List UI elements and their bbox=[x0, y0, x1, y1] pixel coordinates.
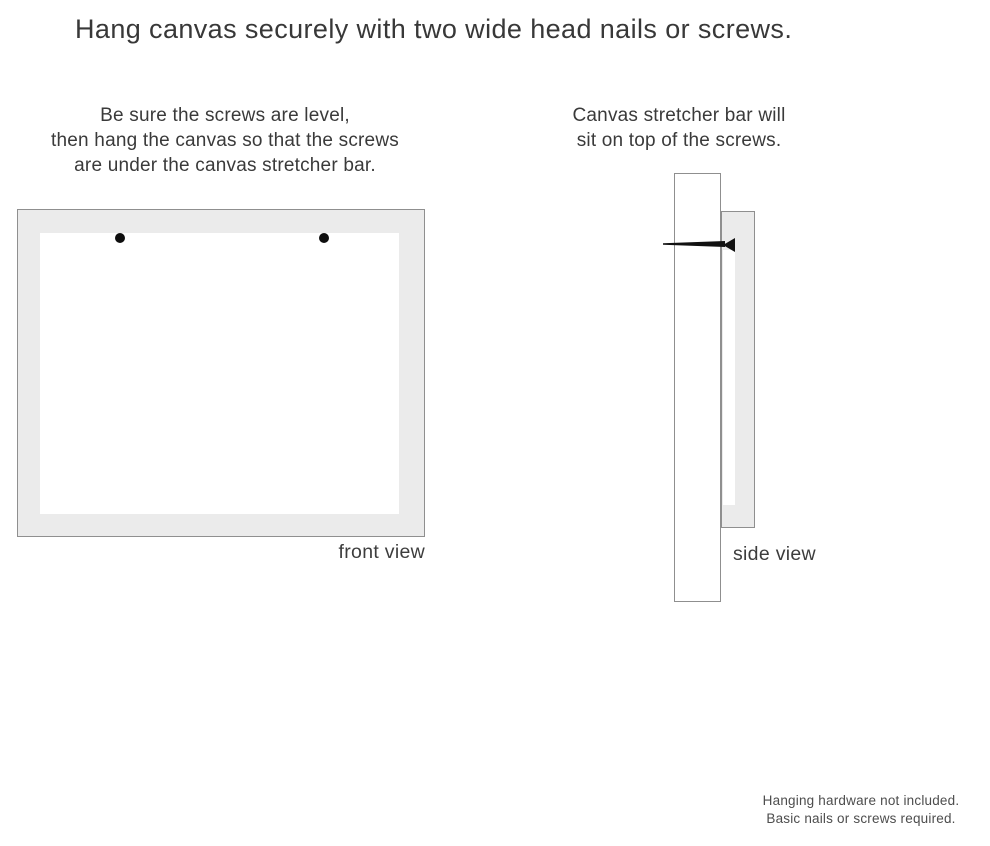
instruction-line: Be sure the screws are level, bbox=[100, 105, 350, 126]
screw-left-icon bbox=[115, 233, 125, 243]
screw-right-icon bbox=[319, 233, 329, 243]
nail-head-icon bbox=[723, 238, 735, 252]
side-view-instructions bbox=[554, 103, 804, 153]
instruction-line: are under the canvas stretcher bar. bbox=[74, 155, 376, 176]
instruction-line: sit on top of the screws. bbox=[576, 130, 782, 151]
front-view-caption: front view bbox=[338, 541, 425, 563]
footnote-line: Basic nails or screws required. bbox=[766, 811, 956, 826]
footnote-line: Hanging hardware not included. bbox=[762, 793, 960, 808]
front-view-canvas-frame bbox=[17, 209, 425, 537]
side-view-caption: side view bbox=[733, 543, 816, 565]
front-view-instructions bbox=[25, 103, 425, 178]
front-view-canvas-face bbox=[40, 233, 399, 514]
instruction-line: Canvas stretcher bar will bbox=[572, 105, 786, 126]
stretcher-bar-gap bbox=[723, 250, 735, 505]
instruction-line: then hang the canvas so that the screws bbox=[51, 130, 399, 151]
hardware-footnote bbox=[746, 792, 976, 828]
page-title: Hang canvas securely with two wide head nails or screws. bbox=[75, 14, 793, 44]
wall-bar bbox=[674, 173, 721, 602]
